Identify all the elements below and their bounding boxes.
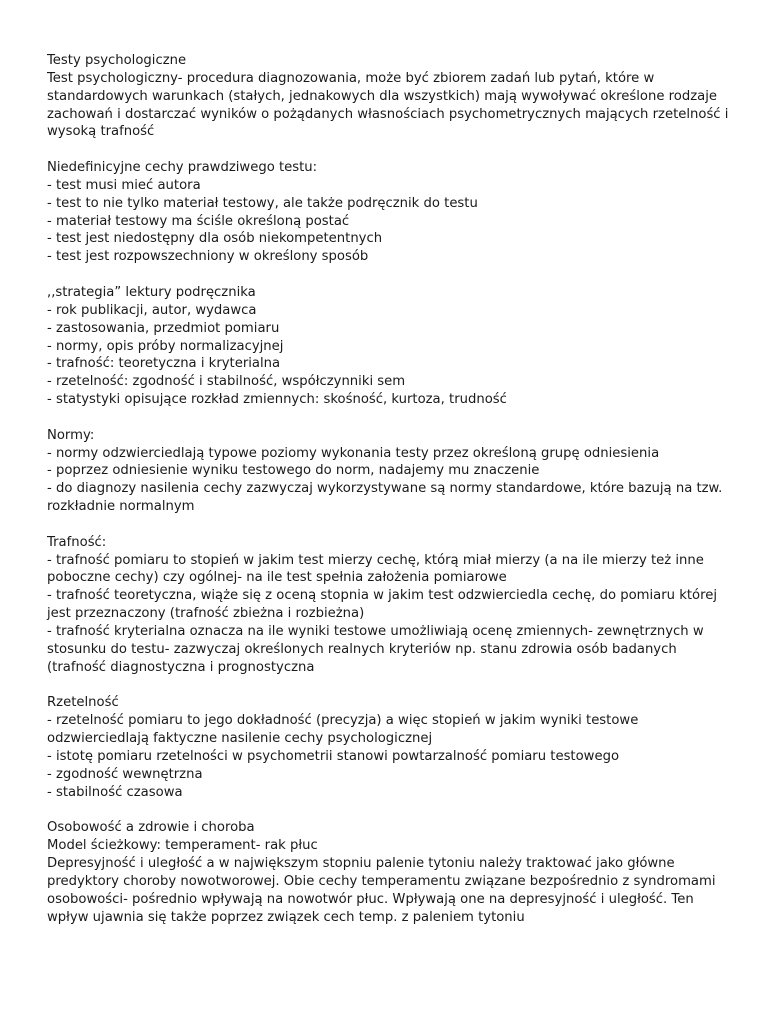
section-validity <box>47 534 737 677</box>
section-heading: Osobowość a zdrowie i choroba <box>47 820 255 836</box>
list-item: - rzetelność pomiaru to jego dokładność (precyzja) a więc stopień w jakim wyniki testowe odzwierciedlają faktyczne nasilenie cechy psychologicznej <box>47 713 639 747</box>
section-definition <box>47 52 737 141</box>
list-item: - do diagnozy nasilenia cechy zazwyczaj wykorzystywane są normy standardowe, które bazują na tzw. rozkładnie normalnym <box>47 481 723 515</box>
list-item: - trafność teoretyczna, wiąże się z oceną stopnia w jakim test odzwierciedla cechę, do pomiaru której jest przeznaczony (trafność zbieżna i rozbieżna) <box>47 588 717 622</box>
section-manual-strategy <box>47 284 737 409</box>
section-heading: Normy: <box>47 427 95 443</box>
section-personality-health <box>47 819 737 926</box>
paragraph: Test psychologiczny- procedura diagnozowania, może być zbiorem zadań lub pytań, które w standardowych warunkach (stałych, jednakowych dla wszystkich) mają wywoływać określone rodzaje zachowań i dostarczać wyników o pożądanych własnościach psychometrycznych mających rzetelność i wysoką trafność <box>47 70 729 140</box>
list-item: - trafność kryterialna oznacza na ile wyniki testowe umożliwiają ocenę zmiennych- zewnętrznych w stosunku do testu- zazwyczaj określonych realnych kryteriów np. stanu zdrowia osób badanych (trafność diagnostyczna i prognostyczna <box>47 624 704 675</box>
section-heading: Rzetelność <box>47 695 119 711</box>
document-page <box>47 52 737 926</box>
section-heading: ,,strategia” lektury podręcznika <box>47 284 256 300</box>
subheading: Model ścieżkowy: temperament- rak płuc <box>47 838 318 854</box>
list-item: - trafność: teoretyczna i kryterialna <box>47 356 281 372</box>
list-item: - rok publikacji, autor, wydawca <box>47 302 257 318</box>
list-item: - normy odzwierciedlają typowe poziomy wykonania testy przez określoną grupę odniesienia <box>47 445 660 461</box>
section-reliability <box>47 694 737 801</box>
list-item: - test musi mieć autora <box>47 177 201 193</box>
list-item: - test to nie tylko materiał testowy, ale także podręcznik do testu <box>47 195 478 211</box>
list-item: - zastosowania, przedmiot pomiaru <box>47 320 280 336</box>
section-heading: Niedefinicyjne cechy prawdziwego testu: <box>47 160 318 176</box>
list-item: - rzetelność: zgodność i stabilność, współczynniki sem <box>47 374 406 390</box>
list-item: - poprzez odniesienie wyniku testowego do norm, nadajemy mu znaczenie <box>47 463 540 479</box>
paragraph: Depresyjność i uległość a w największym stopniu palenie tytoniu należy traktować jako główne predyktory choroby nowotworowej. Obie cechy temperamentu związane bezpośrednio z syndromami osobowości- pośrednio wpływają na nowotwór płuc. Wpływają one na depresyjność i uległość. Ten wpływ ujawnia się także poprzez związek cech temp. z paleniem tytoniu <box>47 855 716 925</box>
list-item: - trafność pomiaru to stopień w jakim test mierzy cechę, którą miał mierzy (a na ile mierzy też inne poboczne cechy) czy ogólnej- na ile test spełnia założenia pomiarowe <box>47 552 704 586</box>
list-item: - statystyki opisujące rozkład zmiennych: skośność, kurtoza, trudność <box>47 392 507 408</box>
list-item: - test jest rozpowszechniony w określony sposób <box>47 249 369 265</box>
section-test-features <box>47 159 737 266</box>
list-item: - test jest niedostępny dla osób niekompetentnych <box>47 231 383 247</box>
section-norms <box>47 427 737 516</box>
section-heading: Trafność: <box>47 534 107 550</box>
list-item: - zgodność wewnętrzna <box>47 766 203 782</box>
list-item: - normy, opis próby normalizacyjnej <box>47 338 284 354</box>
document-title: Testy psychologiczne <box>47 53 187 68</box>
list-item: - stabilność czasowa <box>47 784 183 800</box>
list-item: - materiał testowy ma ściśle określoną postać <box>47 213 350 229</box>
list-item: - istotę pomiaru rzetelności w psychometrii stanowi powtarzalność pomiaru testowego <box>47 748 620 764</box>
